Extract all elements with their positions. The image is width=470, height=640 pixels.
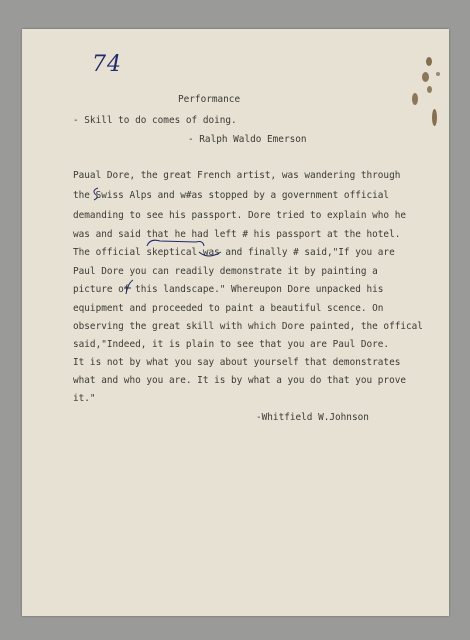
body-line: was and said that he had left # his passport at the hotel. xyxy=(73,229,401,240)
rust-stain xyxy=(427,86,432,93)
document-title: Performance xyxy=(178,94,241,105)
body-line: what and who you are. It is by what a you do that you prove xyxy=(73,375,407,386)
body-line: the Swiss Alps and w#as stopped by a government official xyxy=(73,190,390,201)
body-line: Paual Dore, the great French artist, was wandering through xyxy=(73,170,401,181)
body-line: said,"Indeed, it is plain to see that you are Paul Dore. xyxy=(73,339,390,350)
body-line: it." xyxy=(73,393,96,404)
rust-stain xyxy=(426,57,432,66)
body-line: equipment and proceeded to paint a beautiful scence. On xyxy=(73,303,384,314)
rust-stain xyxy=(412,93,418,105)
body-line: observing the great skill with which Dore painted, the offical xyxy=(73,321,423,332)
epigraph-attribution: - Ralph Waldo Emerson xyxy=(188,134,307,145)
body-line: The official skeptical was and finally # said,"If you are xyxy=(73,247,395,258)
rust-stain xyxy=(422,72,429,82)
epigraph-quote: - Skill to do comes of doing. xyxy=(73,115,237,126)
body-line: picture of this landscape." Whereupon Dore unpacked his xyxy=(73,284,384,295)
body-line: It is not by what you say about yourself that demonstrates xyxy=(73,357,401,368)
rust-stain xyxy=(432,109,437,126)
rust-stain xyxy=(436,72,440,76)
body-line: Paul Dore you can readily demonstrate it by painting a xyxy=(73,266,378,277)
signature: -Whitfield W.Johnson xyxy=(256,412,369,423)
body-line: demanding to see his passport. Dore tried to explain who he xyxy=(73,210,407,221)
handwritten-page-number: 74 xyxy=(92,52,122,77)
